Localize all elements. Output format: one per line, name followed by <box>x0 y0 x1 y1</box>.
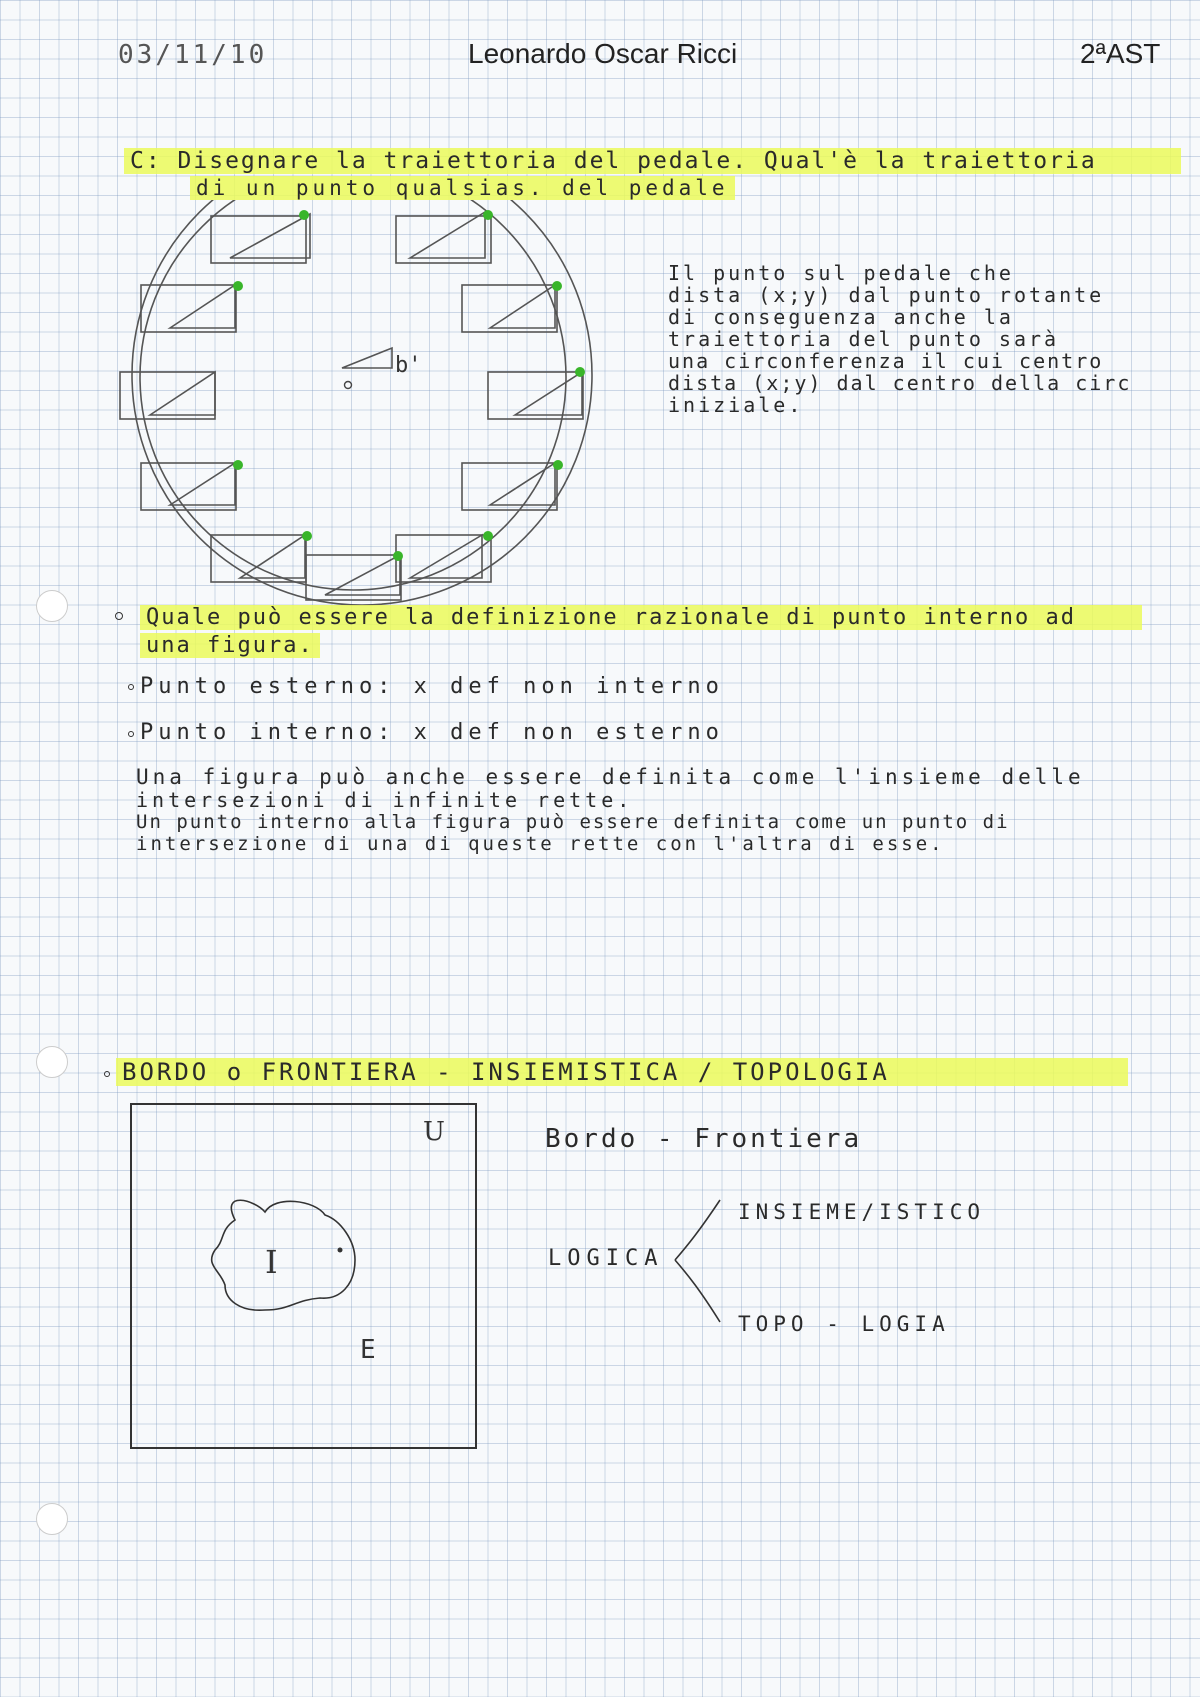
trajectory-dot <box>553 460 563 470</box>
trajectory-dot <box>233 281 243 291</box>
branch-topologia: TOPO - LOGIA <box>738 1312 950 1336</box>
universe-label: U <box>423 1117 445 1147</box>
pedal-circle-inner <box>140 200 566 590</box>
trajectory-dot <box>302 531 312 541</box>
pedal-triangle <box>410 212 485 258</box>
date: 03/11/10 <box>118 40 268 70</box>
trajectory-circle-outer <box>132 200 592 605</box>
set-diagram <box>125 1100 485 1450</box>
author-name: Leonardo Oscar Ricci <box>468 38 738 69</box>
pedal-triangle <box>410 535 482 578</box>
pedal-triangle <box>490 285 555 328</box>
label-point-b: b' <box>395 353 422 378</box>
border-heading: Bordo - Frontiera <box>545 1124 863 1154</box>
trajectory-dot <box>393 551 403 561</box>
pedal-rect <box>211 535 306 582</box>
trajectory-dot <box>233 460 243 470</box>
exterior-label: E <box>360 1335 376 1365</box>
pedal-triangle <box>230 214 310 258</box>
universe-rect <box>131 1104 476 1448</box>
definition-paragraph <box>136 766 1085 855</box>
pedal-rect <box>488 372 583 419</box>
pedal-trajectory-diagram <box>110 200 600 610</box>
note-line: traiettoria del punto sarà <box>668 327 1060 351</box>
note-line: dista (x;y) dal punto rotante <box>668 283 1105 307</box>
trajectory-dot <box>552 281 562 291</box>
note-line: di conseguenza anche la <box>668 305 1014 329</box>
pedal-triangle <box>490 463 555 505</box>
paragraph-line: Una figura può anche essere definita come l'insieme delle <box>136 765 1085 789</box>
punch-hole-middle <box>36 1046 68 1078</box>
paragraph-line: intersezioni di infinite rette. <box>136 788 634 812</box>
branch-insiemistico: INSIEME/ISTICO <box>738 1200 986 1224</box>
definition-question-line2: una figura. <box>140 633 320 658</box>
bullet <box>115 612 123 620</box>
pedal-triangle <box>170 463 235 505</box>
border-section-title: BORDO o FRONTIERA - INSIEMISTICA / TOPOLOGIA <box>116 1058 1128 1086</box>
note-line: dista (x;y) dal centro della circ <box>668 371 1132 395</box>
trajectory-dot <box>575 367 585 377</box>
paragraph-line: intersezione di una di queste rette con l'altra di esse. <box>136 833 945 855</box>
pedal-rect <box>141 285 236 332</box>
pedal-triangle <box>240 535 305 578</box>
pedal-rect <box>396 216 491 263</box>
punch-hole-top <box>36 590 68 622</box>
definition-question-line1: Quale può essere la definizione razionale di punto interno ad <box>140 605 1142 630</box>
center-triangle <box>342 348 392 368</box>
class-label: 2ªAST <box>1080 38 1161 69</box>
trajectory-dot <box>299 210 309 220</box>
note-line: Il punto sul pedale che <box>668 261 1014 285</box>
bullet <box>104 1071 110 1077</box>
section-c-note <box>668 262 1131 416</box>
pedal-triangle <box>170 285 235 328</box>
section-c-title-line2: di un punto qualsias. del pedale <box>190 176 735 200</box>
logic-label: LOGICA <box>548 1246 664 1271</box>
trajectory-dot <box>483 531 493 541</box>
pedal-triangle <box>515 372 582 415</box>
pedal-rect <box>141 463 236 510</box>
pedal-triangle <box>150 372 215 415</box>
boundary-point <box>338 1248 343 1253</box>
branch-line-top <box>675 1200 720 1260</box>
center-point-o <box>345 382 352 389</box>
pedal-rect <box>462 285 557 332</box>
note-line: una circonferenza il cui centro <box>668 349 1104 373</box>
paragraph-line: Un punto interno alla figura può essere definita come un punto di <box>136 811 1010 833</box>
set-blob <box>212 1200 355 1310</box>
trajectory-dot <box>483 210 493 220</box>
internal-point-definition: Punto interno: x def non esterno <box>140 720 724 745</box>
pedal-rect <box>211 216 306 263</box>
bullet <box>128 684 134 690</box>
interior-label: I <box>265 1243 278 1281</box>
bullet <box>128 731 134 737</box>
branch-line-bottom <box>675 1260 720 1322</box>
section-c-title-line1: C: Disegnare la traiettoria del pedale. Qual'è la traiettoria <box>124 148 1181 174</box>
punch-hole-bottom <box>36 1503 68 1535</box>
note-line: iniziale. <box>668 393 804 417</box>
logic-branch-lines <box>670 1190 730 1330</box>
external-point-definition: Punto esterno: x def non interno <box>140 674 724 699</box>
